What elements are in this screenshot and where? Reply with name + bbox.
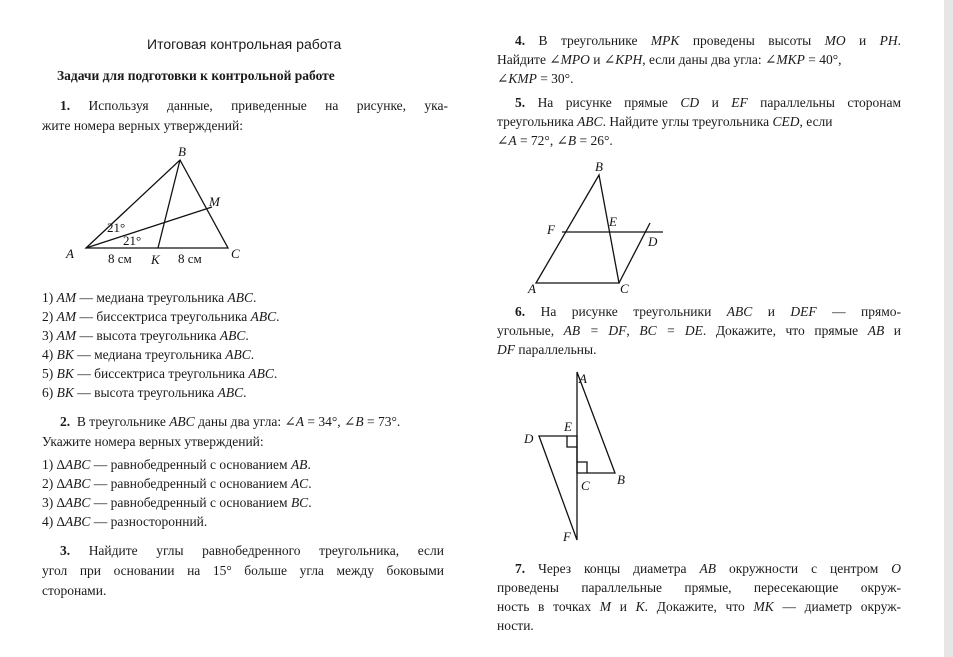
right-angle-mark-c xyxy=(577,462,587,473)
task3-line1: 3. Найдите углы равнобедренного треугольника, если xyxy=(60,543,444,558)
task1-option: 6) BK — высота треугольника ABC. xyxy=(42,385,247,400)
task7-line2: проведены параллельные прямые, пересекающие окруж- xyxy=(497,580,901,595)
task1-option: 4) BK — медиана треугольника ABC. xyxy=(42,347,255,362)
fig5-label-b: B xyxy=(595,159,603,174)
task7-line1: 7. Через концы диаметра AB окружности с центром O xyxy=(515,561,902,576)
task1-number: 1. xyxy=(60,98,71,113)
fig6-label-f: F xyxy=(563,529,571,544)
fig1-segment-label-2: 8 см xyxy=(178,251,202,266)
right-angle-mark-e xyxy=(567,436,577,447)
task5-line1: 5. На рисунке прямые CD и EF параллельны сторонам xyxy=(515,95,902,110)
page-subtitle: Задачи для подготовки к контрольной работе xyxy=(57,68,335,83)
task4-line1: 4. В треугольнике MPK проведены высоты MO и PH. xyxy=(515,33,902,48)
task7-line3: ность в точках M и K. Докажите, что MK — диаметр окруж- xyxy=(497,599,902,614)
triangle-def-6 xyxy=(539,436,577,540)
fig5-label-a: A xyxy=(528,281,536,296)
task2-option: 1) ∆ABC — равнобедренный с основанием AB. xyxy=(42,457,311,472)
task4-line3: ∠KMP = 30°. xyxy=(497,71,574,86)
task1-line2: жите номера верных утверждений: xyxy=(42,118,243,133)
task1-option: 5) BK — биссектриса треугольника ABC. xyxy=(42,366,278,381)
task3-line2: угол при основании на 15° больше угла между боковыми xyxy=(42,563,444,578)
task1-option: 1) AM — медиана треугольника ABC. xyxy=(42,290,257,305)
task5-line3: ∠A = 72°, ∠B = 26°. xyxy=(497,133,613,148)
task2-line1: 2. В треугольнике ABC даны два угла: ∠A = 34°, ∠B = 73°. xyxy=(60,414,401,429)
task6-line1: 6. На рисунке треугольники ABC и DEF — прямо- xyxy=(515,304,902,319)
triangle-abc-6 xyxy=(577,372,615,473)
fig1-label-m: M xyxy=(209,194,220,209)
task4-line2: Найдите ∠MPO и ∠KPH, если даны два угла: ∠MKP = 40°, xyxy=(497,52,842,67)
fig1-label-c: C xyxy=(231,246,240,261)
fig5-label-e: E xyxy=(609,214,617,229)
task1-option: 3) AM — высота треугольника ABC. xyxy=(42,328,249,343)
fig1-segment-label-1: 8 см xyxy=(108,251,132,266)
task2-option: 3) ∆ABC — равнобедренный с основанием BC. xyxy=(42,495,312,510)
task5-line2: треугольника ABC. Найдите углы треугольника CED, если xyxy=(497,114,833,129)
task2-option: 4) ∆ABC — разносторонний. xyxy=(42,514,208,529)
task2-option: 2) ∆ABC — равнобедренный с основанием AC. xyxy=(42,476,312,491)
task6-line3: DF параллельны. xyxy=(497,342,597,357)
fig1-label-a: A xyxy=(66,246,74,261)
fig6-label-d: D xyxy=(524,431,534,446)
task6-line2: угольные, AB = DF, BC = DE. Докажите, что прямые AB и xyxy=(497,323,902,338)
fig5-label-c: C xyxy=(620,281,629,296)
fig5-label-f: F xyxy=(547,222,555,237)
task7-line4: ности. xyxy=(497,618,534,633)
fig6-label-e: E xyxy=(564,419,572,434)
task1-option: 2) AM — биссектриса треугольника ABC. xyxy=(42,309,280,324)
fig1-angle-label-2: 21° xyxy=(123,233,142,248)
fig6-label-c: C xyxy=(581,478,590,493)
fig5-label-d: D xyxy=(648,234,658,249)
fig1-angle-label-1: 21° xyxy=(107,220,126,235)
task2-line2: Укажите номера верных утверждений: xyxy=(42,434,264,449)
fig6-label-b: B xyxy=(617,472,625,487)
page-title: Итоговая контрольная работа xyxy=(147,36,342,52)
fig1-label-b: B xyxy=(178,144,186,159)
task3-line3: сторонами. xyxy=(42,583,107,598)
fig1-label-k: K xyxy=(151,252,160,267)
task1-text1: Используя данные, приведенные на рисунке, ука- xyxy=(88,98,449,113)
fig6-label-a: A xyxy=(579,371,587,386)
